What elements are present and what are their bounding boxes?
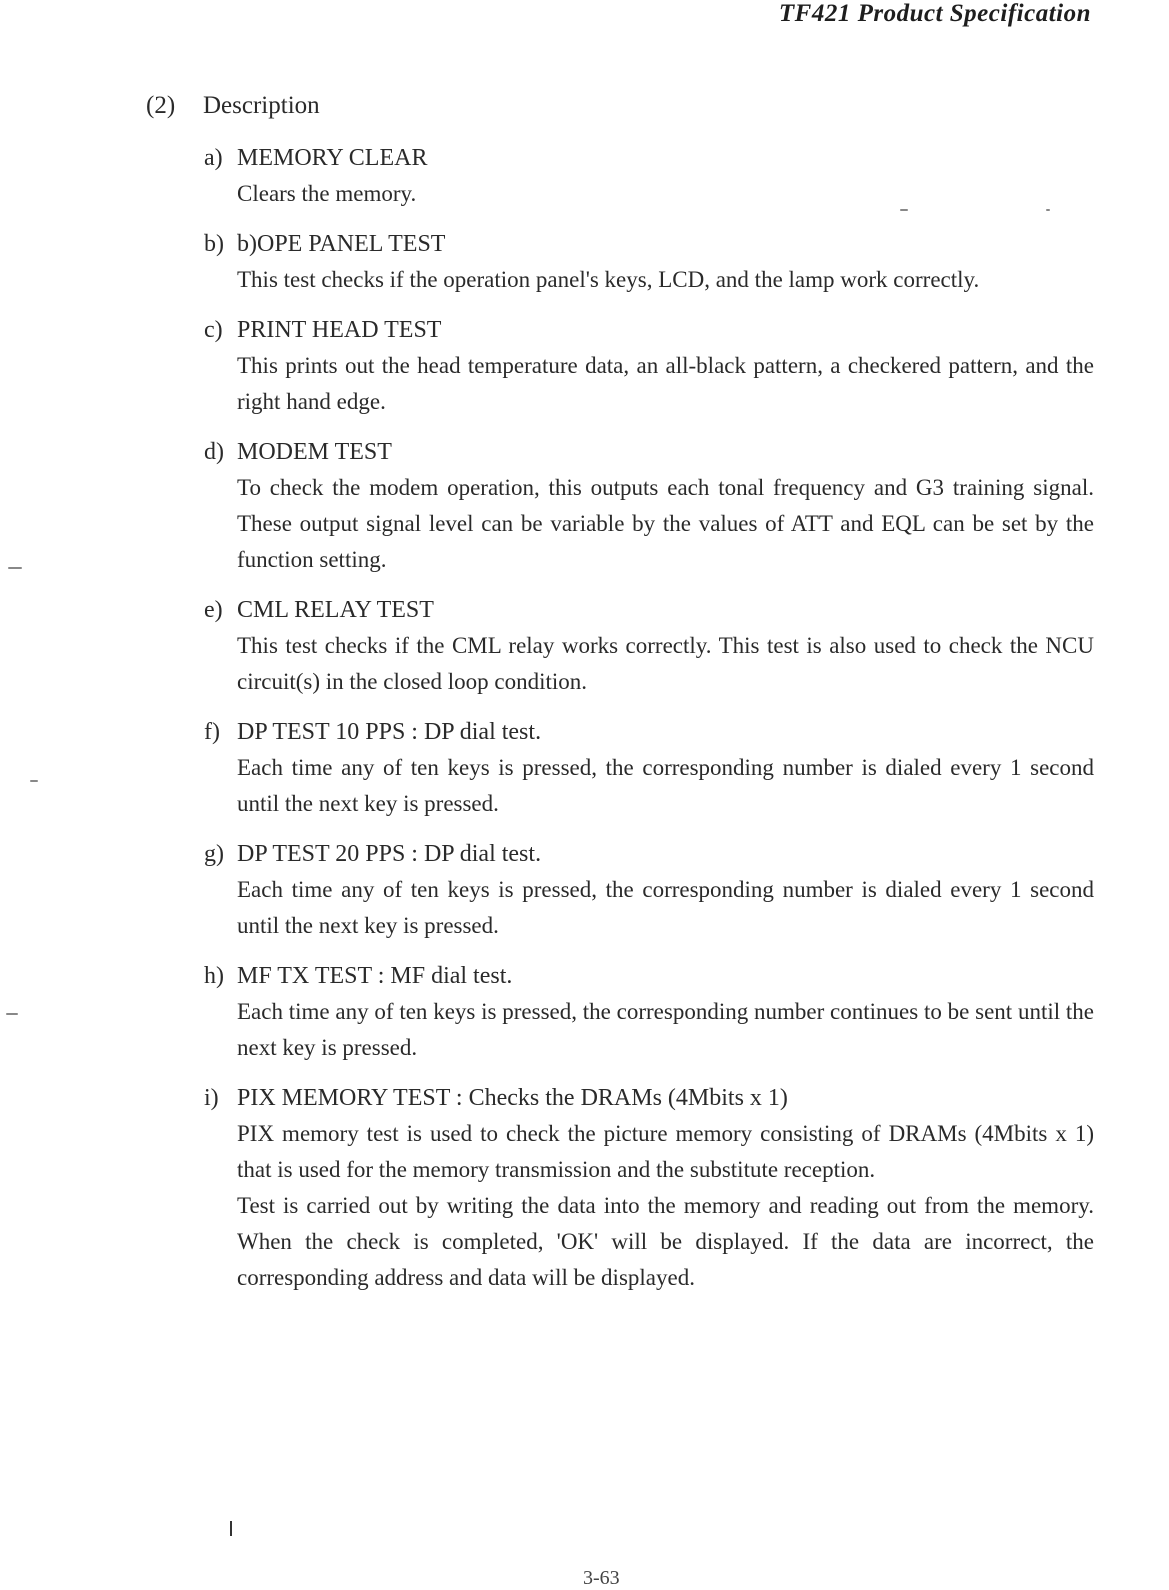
page-number: 3-63 [583,1567,620,1589]
test-item-name: b)OPE PANEL TEST [237,231,446,257]
test-item-description [237,1116,1094,1296]
test-item-name: MEMORY CLEAR [237,145,428,171]
test-item-name: MF TX TEST : MF dial test. [237,963,513,989]
test-item-description [237,994,1094,1066]
test-item-title [204,434,1094,470]
test-item-name: PIX MEMORY TEST : Checks the DRAMs (4Mbits x 1) [237,1085,788,1111]
test-item-description [237,262,1094,298]
description-paragraph: This test checks if the CML relay works correctly. This test is also used to check the NCU circuit(s) in the closed loop condition. [237,633,1094,694]
test-item [204,958,1094,1066]
test-item-letter: b) [204,231,224,257]
test-item-description [237,470,1094,578]
test-item [204,226,1094,298]
test-item-description [237,176,1094,212]
scan-artifact [6,1013,18,1015]
test-item [204,312,1094,420]
test-item-description [237,348,1094,420]
test-item [204,714,1094,822]
scan-artifact [1046,209,1050,211]
description-paragraph: Clears the memory. [237,181,417,206]
test-item-letter: c) [204,317,223,343]
description-paragraph: Each time any of ten keys is pressed, the corresponding number is dialed every 1 second until the next key is pressed. [237,755,1094,816]
test-item-name: CML RELAY TEST [237,597,434,623]
test-item [204,836,1094,944]
test-item [204,140,1094,212]
section-heading [146,92,320,120]
test-item-title [204,140,1094,176]
test-item-title [204,312,1094,348]
description-paragraph: Test is carried out by writing the data into the memory and reading out from the memory. When the check is completed, 'OK' will be displayed. If the data are incorrect, the corresponding address and data will be displayed. [237,1193,1094,1290]
test-item-letter: a) [204,145,223,171]
test-item-letter: e) [204,597,223,623]
test-item-description [237,872,1094,944]
test-item-title [204,836,1094,872]
test-item [204,592,1094,700]
section-number: (2) [146,92,176,119]
section-title: Description [203,92,320,119]
test-item-description [237,628,1094,700]
test-item-letter: h) [204,963,224,989]
test-item-description [237,750,1094,822]
test-item-name: PRINT HEAD TEST [237,317,442,343]
test-item-name: MODEM TEST [237,439,392,465]
scan-artifact [900,209,908,211]
test-item-list [204,140,1094,1310]
test-item [204,1080,1094,1296]
test-item-title [204,1080,1094,1116]
scan-artifact [30,780,38,782]
test-item [204,434,1094,578]
test-item-title [204,958,1094,994]
test-item-letter: i) [204,1085,219,1111]
description-paragraph: To check the modem operation, this outputs each tonal frequency and G3 training signal. These output signal level can be variable by the values of ATT and EQL can be set by the function setting. [237,475,1094,572]
scan-artifact [230,1521,232,1536]
test-item-title [204,714,1094,750]
test-item-title [204,592,1094,628]
description-paragraph: Each time any of ten keys is pressed, the corresponding number continues to be sent until the next key is pressed. [237,999,1094,1060]
description-paragraph: This test checks if the operation panel's keys, LCD, and the lamp work correctly. [237,267,980,292]
test-item-letter: f) [204,719,220,745]
test-item-name: DP TEST 10 PPS : DP dial test. [237,719,542,745]
document-header: TF421 Product Specification [778,0,1091,27]
description-paragraph: PIX memory test is used to check the picture memory consisting of DRAMs (4Mbits x 1) that is used for the memory transmission and the substitute reception. [237,1121,1094,1182]
test-item-letter: d) [204,439,224,465]
test-item-title [204,226,1094,262]
scan-artifact [8,567,22,569]
description-paragraph: Each time any of ten keys is pressed, the corresponding number is dialed every 1 second until the next key is pressed. [237,877,1094,938]
test-item-letter: g) [204,841,224,867]
description-paragraph: This prints out the head temperature data, an all-black pattern, a checkered pattern, and the right hand edge. [237,353,1094,414]
test-item-name: DP TEST 20 PPS : DP dial test. [237,841,542,867]
